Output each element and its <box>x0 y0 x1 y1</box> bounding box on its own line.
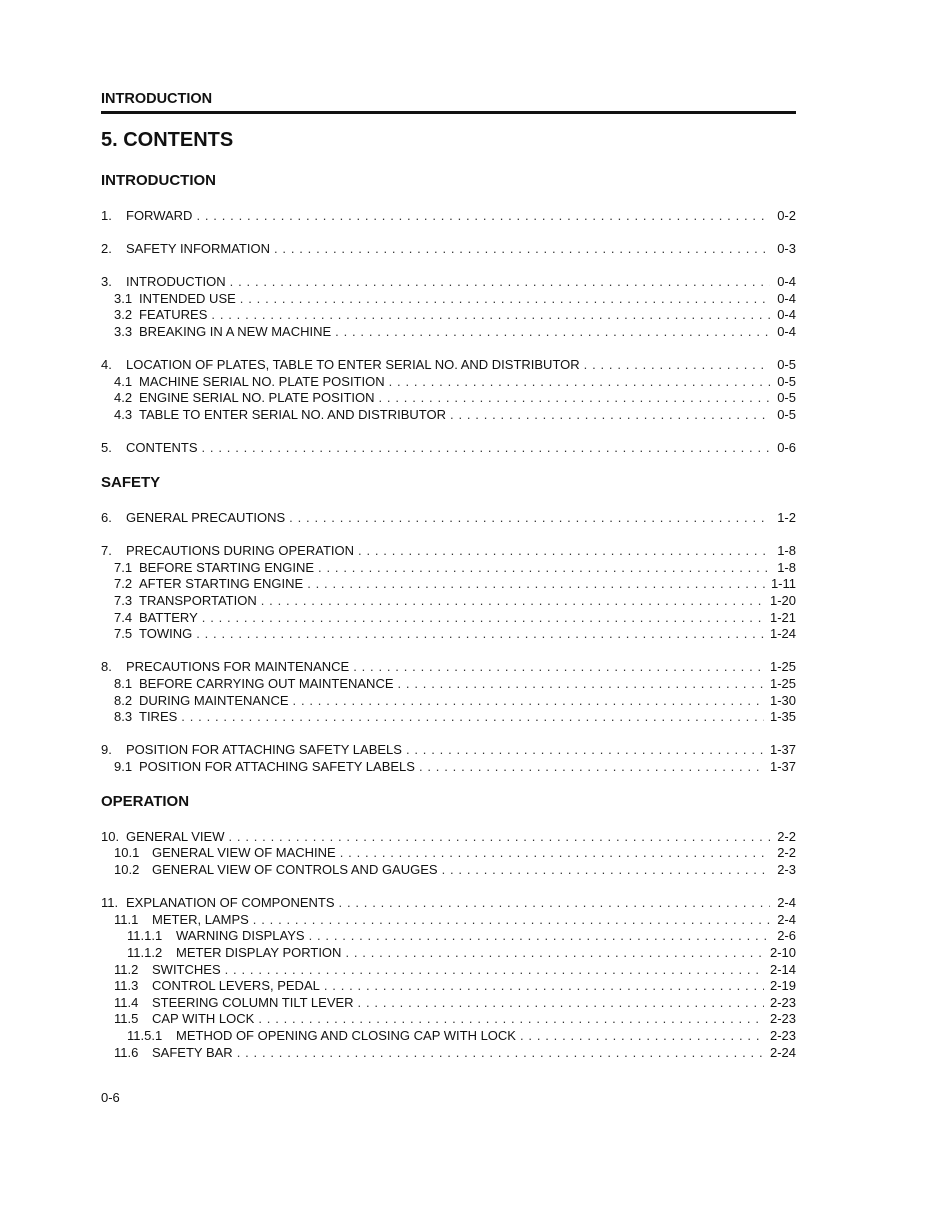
dot-leader <box>202 440 771 457</box>
toc-group <box>101 241 796 258</box>
entry-number: 3.3 <box>114 323 133 339</box>
dot-leader <box>339 895 770 912</box>
entry-page: 0-3 <box>777 240 796 256</box>
toc-entry[interactable] <box>101 962 796 979</box>
entry-title: METER, LAMPS <box>152 911 249 927</box>
dot-leader <box>379 390 771 407</box>
entry-page: 2-23 <box>769 994 796 1010</box>
entry-title: STEERING COLUMN TILT LEVER <box>152 994 354 1010</box>
entry-title: MACHINE SERIAL NO. PLATE POSITION <box>139 373 385 389</box>
entry-page: 0-2 <box>777 207 796 223</box>
table-of-contents <box>101 171 796 1061</box>
dot-leader <box>442 862 770 879</box>
entry-title: INTENDED USE <box>139 290 236 306</box>
entry-number: 11.2 <box>114 961 139 977</box>
entry-page: 0-4 <box>777 323 796 339</box>
entry-title: POSITION FOR ATTACHING SAFETY LABELS <box>126 742 402 758</box>
dot-leader <box>345 945 764 962</box>
toc-entry[interactable] <box>101 324 796 341</box>
entry-number: 3.2 <box>114 307 133 323</box>
entry-page: 1-37 <box>769 742 796 758</box>
section-heading: INTRODUCTION <box>101 172 216 189</box>
entry-number: 7.2 <box>114 576 133 592</box>
entry-page: 1-25 <box>769 659 796 675</box>
dot-leader <box>584 357 770 374</box>
toc-entry[interactable] <box>101 374 796 391</box>
toc-entry[interactable] <box>101 759 796 776</box>
toc-entry[interactable] <box>101 978 796 995</box>
dot-leader <box>228 829 770 846</box>
toc-entry[interactable] <box>101 862 796 879</box>
toc-entry[interactable] <box>101 357 796 374</box>
entry-number: 3. <box>101 274 112 290</box>
entry-title: PRECAUTIONS DURING OPERATION <box>126 543 355 559</box>
toc-group <box>101 659 796 725</box>
dot-leader <box>358 995 764 1012</box>
entry-number: 3.1 <box>114 290 133 306</box>
entry-title: BATTERY <box>139 609 198 625</box>
entry-title: SAFETY INFORMATION <box>126 240 270 256</box>
entry-number: 8.2 <box>114 692 133 708</box>
entry-title: GENERAL VIEW <box>126 828 225 844</box>
dot-leader <box>419 759 764 776</box>
dot-leader <box>196 626 764 643</box>
entry-title: POSITION FOR ATTACHING SAFETY LABELS <box>139 758 415 774</box>
entry-number: 11.1 <box>114 911 139 927</box>
entry-number: 11.5 <box>114 1011 139 1027</box>
dot-leader <box>289 510 770 527</box>
toc-entry[interactable] <box>101 945 796 962</box>
dot-leader <box>318 560 770 577</box>
entry-title: BEFORE STARTING ENGINE <box>139 559 315 575</box>
entry-page: 0-5 <box>777 373 796 389</box>
toc-group <box>101 510 796 527</box>
entry-page: 0-6 <box>777 440 796 455</box>
entry-title: CONTROL LEVERS, PEDAL <box>152 978 320 994</box>
entry-title: DURING MAINTENANCE <box>139 692 289 708</box>
toc-entry[interactable] <box>101 709 796 726</box>
entry-title: FORWARD <box>126 207 193 223</box>
entry-page: 1-2 <box>777 509 796 525</box>
dot-leader <box>353 659 764 676</box>
dot-leader <box>230 274 770 291</box>
entry-page: 1-20 <box>769 592 796 608</box>
entry-page: 2-2 <box>777 845 796 861</box>
entry-page: 0-5 <box>777 390 796 406</box>
entry-page: 1-35 <box>769 709 796 725</box>
entry-title: BEFORE CARRYING OUT MAINTENANCE <box>139 675 394 691</box>
entry-number: 10. <box>101 828 120 844</box>
dot-leader <box>389 374 770 391</box>
entry-page: 1-25 <box>769 675 796 691</box>
dot-leader <box>293 693 764 710</box>
entry-number: 11. <box>101 895 119 911</box>
toc-group <box>101 357 796 423</box>
entry-title: GENERAL VIEW OF MACHINE <box>152 845 336 861</box>
toc-entry[interactable] <box>101 593 796 610</box>
entry-page: 1-11 <box>770 576 796 592</box>
toc-entry[interactable] <box>101 912 796 929</box>
entry-title: TOWING <box>139 626 193 642</box>
toc-section <box>101 775 796 1061</box>
toc-entry[interactable] <box>101 1045 796 1062</box>
entry-page: 1-21 <box>769 609 796 625</box>
toc-entry[interactable] <box>101 390 796 407</box>
entry-number: 5. <box>101 440 112 455</box>
entry-page: 2-10 <box>769 945 796 960</box>
entry-title: TRANSPORTATION <box>139 592 257 608</box>
dot-leader <box>309 928 770 945</box>
entry-title: LOCATION OF PLATES, TABLE TO ENTER SERIAL NO. AND DISTRIBUTOR <box>126 357 580 373</box>
toc-group <box>101 895 796 1061</box>
dot-leader <box>274 241 770 258</box>
toc-entry[interactable] <box>101 307 796 324</box>
entry-number: 8. <box>101 659 112 675</box>
toc-group <box>101 440 796 457</box>
entry-title: FEATURES <box>139 307 208 323</box>
entry-page: 1-24 <box>769 626 796 642</box>
toc-entry[interactable] <box>101 626 796 643</box>
dot-leader <box>253 912 770 929</box>
entry-title: CONTENTS <box>126 440 198 455</box>
toc-group <box>101 208 796 225</box>
dot-leader <box>406 742 764 759</box>
entry-number: 6. <box>101 509 112 525</box>
dot-leader <box>211 307 770 324</box>
running-header: INTRODUCTION <box>101 91 213 107</box>
entry-number: 4. <box>101 357 112 373</box>
toc-entry[interactable] <box>101 845 796 862</box>
entry-number: 8.3 <box>114 709 133 725</box>
entry-title: INTRODUCTION <box>126 274 226 290</box>
toc-entry[interactable] <box>101 510 796 527</box>
entry-number: 4.3 <box>114 406 133 422</box>
dot-leader <box>196 208 770 225</box>
section-heading: OPERATION <box>101 793 190 811</box>
toc-entry[interactable] <box>101 407 796 424</box>
dot-leader <box>261 593 764 610</box>
entry-number: 4.1 <box>114 373 133 389</box>
entry-title: METER DISPLAY PORTION <box>176 945 342 960</box>
toc-entry[interactable] <box>101 610 796 627</box>
entry-number: 7. <box>101 543 112 559</box>
entry-page: 2-23 <box>769 1011 796 1027</box>
entry-number: 10.2 <box>114 862 140 878</box>
entry-number: 7.1 <box>114 559 133 575</box>
entry-page: 1-37 <box>769 758 796 774</box>
dot-leader <box>258 1011 764 1028</box>
toc-group <box>101 742 796 775</box>
section-heading: SAFETY <box>101 474 161 492</box>
toc-entry[interactable] <box>101 560 796 577</box>
entry-page: 0-4 <box>777 307 796 323</box>
toc-section <box>101 171 796 457</box>
toc-entry[interactable] <box>101 274 796 291</box>
entry-title: SAFETY BAR <box>152 1044 233 1060</box>
entry-number: 2. <box>101 240 112 256</box>
entry-number: 4.2 <box>114 390 133 406</box>
entry-page: 1-8 <box>777 559 796 575</box>
page-title: 5. CONTENTS <box>101 129 234 151</box>
toc-entry[interactable] <box>101 440 796 457</box>
dot-leader <box>324 978 764 995</box>
toc-entry[interactable] <box>101 543 796 560</box>
toc-entry[interactable] <box>101 208 796 225</box>
toc-entry[interactable] <box>101 241 796 258</box>
entry-page: 1-8 <box>777 543 796 559</box>
entry-number: 8.1 <box>114 675 133 691</box>
entry-number: 11.1.1 <box>127 928 163 944</box>
entry-number: 10.1 <box>114 845 140 861</box>
entry-title: ENGINE SERIAL NO. PLATE POSITION <box>139 390 375 406</box>
toc-entry[interactable] <box>101 659 796 676</box>
entry-number: 9.1 <box>114 758 133 774</box>
toc-entry[interactable] <box>101 693 796 710</box>
toc-group <box>101 829 796 879</box>
entry-title: BREAKING IN A NEW MACHINE <box>139 323 332 339</box>
entry-number: 11.3 <box>114 978 139 994</box>
entry-title: GENERAL VIEW OF CONTROLS AND GAUGES <box>152 862 438 878</box>
entry-page: 0-5 <box>777 406 796 422</box>
entry-page: 0-5 <box>777 357 796 373</box>
entry-title: TIRES <box>139 709 178 725</box>
entry-number: 1. <box>101 207 112 223</box>
entry-page: 2-14 <box>769 961 796 977</box>
entry-page: 2-4 <box>777 895 796 911</box>
toc-entry[interactable] <box>101 1011 796 1028</box>
toc-group <box>101 274 796 340</box>
entry-number: 11.1.2 <box>127 945 163 960</box>
entry-number: 7.3 <box>114 592 133 608</box>
entry-number: 9. <box>101 742 112 758</box>
entry-title: EXPLANATION OF COMPONENTS <box>126 895 335 911</box>
entry-page: 0-4 <box>777 274 796 290</box>
dot-leader <box>340 845 770 862</box>
toc-entry[interactable] <box>101 829 796 846</box>
toc-entry[interactable] <box>101 676 796 693</box>
entry-title: AFTER STARTING ENGINE <box>139 576 304 592</box>
entry-title: WARNING DISPLAYS <box>176 928 305 944</box>
entry-page: 2-2 <box>777 828 796 844</box>
entry-number: 11.5.1 <box>127 1027 163 1043</box>
entry-title: SWITCHES <box>152 961 221 977</box>
dot-leader <box>335 324 770 341</box>
dot-leader <box>520 1028 764 1045</box>
toc-entry[interactable] <box>101 576 796 593</box>
entry-page: 2-3 <box>777 862 796 878</box>
entry-title: METHOD OF OPENING AND CLOSING CAP WITH LOCK <box>176 1027 516 1043</box>
entry-page: 1-30 <box>769 692 796 708</box>
entry-page: 2-6 <box>777 928 796 944</box>
entry-title: CAP WITH LOCK <box>152 1011 255 1027</box>
toc-section <box>101 457 796 776</box>
entry-number: 7.5 <box>114 626 133 642</box>
toc-entry[interactable] <box>101 995 796 1012</box>
entry-number: 7.4 <box>114 609 133 625</box>
toc-entry[interactable] <box>101 895 796 912</box>
entry-title: TABLE TO ENTER SERIAL NO. AND DISTRIBUTOR <box>139 406 447 422</box>
entry-page: 2-24 <box>769 1044 796 1060</box>
dot-leader <box>450 407 770 424</box>
entry-page: 0-4 <box>777 290 796 306</box>
toc-entry[interactable] <box>101 928 796 945</box>
page-number: 0-6 <box>101 1090 120 1105</box>
dot-leader <box>181 709 764 726</box>
toc-group <box>101 543 796 643</box>
dot-leader <box>202 610 764 627</box>
entry-page: 2-19 <box>769 978 796 994</box>
dot-leader <box>398 676 764 693</box>
entry-page: 2-4 <box>777 911 796 927</box>
entry-number: 11.4 <box>114 994 139 1010</box>
toc-entry[interactable] <box>101 742 796 759</box>
toc-entry[interactable] <box>101 1028 796 1045</box>
entry-title: PRECAUTIONS FOR MAINTENANCE <box>126 659 350 675</box>
dot-leader <box>240 291 770 308</box>
entry-title: GENERAL PRECAUTIONS <box>126 509 286 525</box>
dot-leader <box>307 576 765 593</box>
entry-number: 11.6 <box>114 1044 139 1060</box>
toc-entry[interactable] <box>101 291 796 308</box>
dot-leader <box>358 543 770 560</box>
dot-leader <box>237 1045 764 1062</box>
dot-leader <box>225 962 764 979</box>
entry-page: 2-23 <box>769 1027 796 1043</box>
header-rule <box>101 111 796 114</box>
